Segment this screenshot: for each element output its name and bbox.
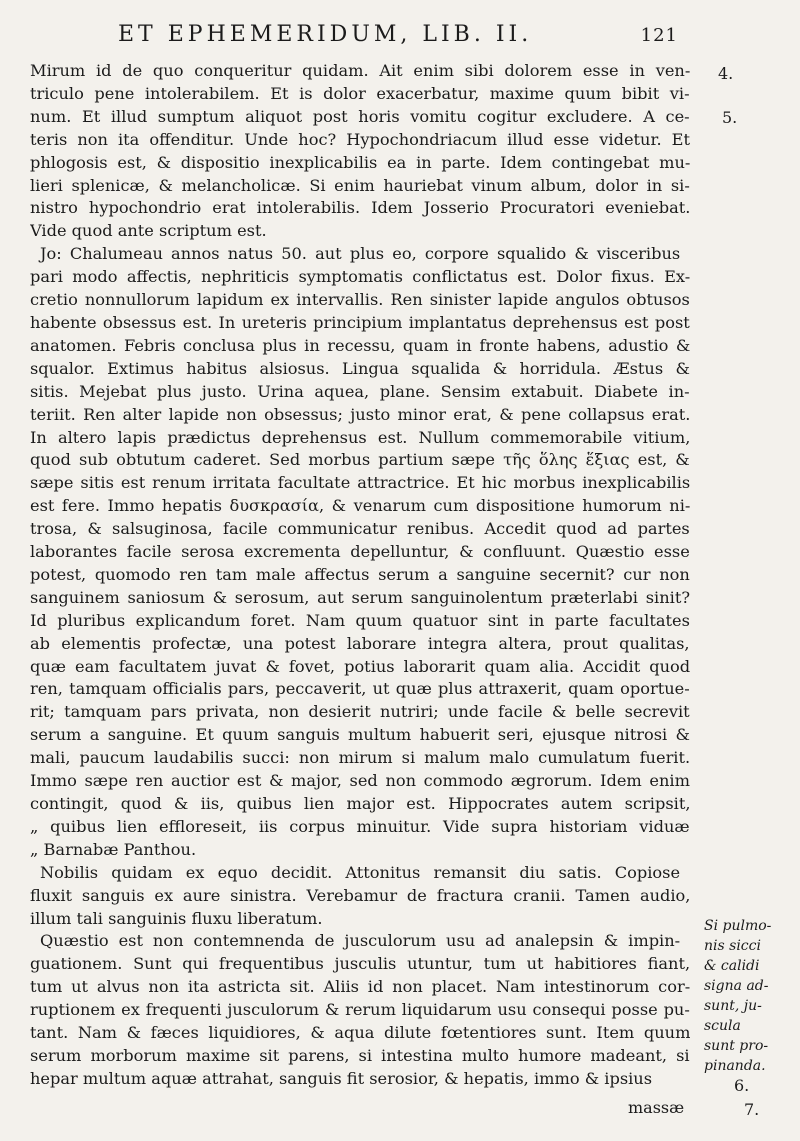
text-line: teriit. Ren alter lapide non obsessus; justo minor erat, & pene collapsus erat. [30,404,690,424]
running-header [118,22,678,47]
text-line: Quæstio est non contemnenda de jusculorum usu ad analepsin & impin- [40,931,681,951]
margin-note-line: signa ad- [704,978,769,994]
paragraph [30,930,690,1090]
main-text [30,60,690,1091]
text-line: In altero lapis prædictus deprehensus est. Nullum commemorabile vitium, [30,427,690,447]
text-line: nistro hypochondrio erat intolerabilis. Idem Josserio Procuratori eveniebat. [30,198,690,218]
text-line: serum morborum maxime sit parens, si intestina multo humore madeant, si [30,1045,690,1065]
catchword: massæ [628,1098,685,1117]
text-line: squalor. Extimus habitus alsiosus. Lingua squalida & horridula. Æstus & [30,358,690,378]
text-line: rit; tamquam pars privata, non desierit nutriri; unde facile & belle secrevit [30,702,690,722]
text-line: num. Et illud sumptum aliquot post horis vomitu cogitur excludere. A ce- [30,106,690,126]
text-line: Id pluribus explicandum foret. Nam quum quatuor sint in parte facultates [30,610,690,630]
margin-note [704,916,796,1076]
text-line: sæpe sitis est renum irritata facultate attractrice. Et hic morbus inexplicabilis [30,473,690,493]
paragraph [30,60,690,243]
margin-number: 5. [722,108,738,127]
paragraph [30,862,690,931]
margin-note-line: & calidi [704,958,760,974]
running-title: ET EPHEMERIDUM, LIB. II. [118,22,533,47]
margin-note-line: pinanda. [704,1058,766,1074]
margin-number: 6. [734,1076,750,1095]
text-line: quæ eam facultatem juvat & fovet, potius laborarit quam alia. Accidit quod [30,656,690,676]
text-line: habente obsessus est. In ureteris principium implantatus deprehensus est post [30,312,690,332]
text-line: teris non ita offenditur. Unde hoc? Hypochondriacum illud esse videtur. Et [30,129,690,149]
text-line: Nobilis quidam ex equo decidit. Attonitus remansit diu satis. Copiose [40,862,681,882]
text-line: fluxit sanguis ex aure sinistra. Verebamur de fractura cranii. Tamen audio, [30,885,690,905]
text-line: ruptionem ex frequenti jusculorum & rerum liquidarum usu consequi posse pu- [30,1000,690,1020]
text-line: tum ut alvus non ita astricta sit. Aliis id non placet. Nam intestinorum cor- [30,977,690,997]
text-line: Vide quod ante scriptum est. [30,221,267,241]
text-line: sanguinem saniosum & serosum, aut serum sanguinolentum præterlabi sinit? [30,587,690,607]
text-line: sitis. Mejebat plus justo. Urina aquea, plane. Sensim extabuit. Diabete in- [30,381,690,401]
text-line: Jo: Chalumeau annos natus 50. aut plus eo, corpore squalido & visceribus [40,244,681,264]
text-line: est fere. Immo hepatis δυσκρασία, & venarum cum dispositione humorum ni- [30,496,690,516]
text-line: Mirum id de quo conqueritur quidam. Ait enim sibi dolorem esse in ven- [30,61,690,80]
page-number: 121 [640,25,678,46]
text-line: guationem. Sunt qui frequentibus jusculis utuntur, tum ut habitiores fiant, [30,954,690,974]
margin-number: 7. [744,1100,760,1119]
margin-number: 4. [718,64,734,83]
margin-note-line: sunt, ju- [704,998,762,1014]
text-line: tant. Nam & fæces liquidiores, & aqua dilute fœtentiores sunt. Item quum [30,1023,690,1043]
text-line: anatomen. Febris conclusa plus in recessu, quam in fronte habens, adustio & [30,335,690,355]
margin-note-line: sunt pro- [704,1038,769,1054]
text-line: laborantes facile serosa excrementa depelluntur, & confluunt. Quæstio esse [30,542,690,562]
text-line: hepar multum aquæ attrahat, sanguis fit serosior, & hepatis, immo & ipsius [30,1068,653,1088]
text-line: ab elementis profectæ, una potest laborare integra altera, prout qualitas, [30,633,690,653]
margin-note-line: Si pulmo- [704,918,772,934]
text-line: Immo sæpe ren auctior est & major, sed non commodo ægrorum. Idem enim [30,771,690,791]
text-line: cretio nonnullorum lapidum ex intervallis. Ren sinister lapide angulos obtusos [30,290,690,310]
margin-note-line: nis sicci [704,938,761,954]
paragraph [30,243,690,861]
text-line: potest, quomodo ren tam male affectus serum a sanguine secernit? cur non [30,564,690,584]
text-line: quod sub obtutum caderet. Sed morbus partium sæpe τῆς ὅλης ἕξιας est, & [30,450,690,470]
text-line: phlogosis est, & dispositio inexplicabilis ea in parte. Idem contingebat mu- [30,152,690,172]
text-line: lieri splenicæ, & melancholicæ. Si enim hauriebat vinum album, dolor in si- [30,175,690,195]
text-line: trosa, & salsuginosa, facile communicatur renibus. Accedit quod ad partes [30,519,690,539]
text-line: ren, tamquam officialis pars, peccaverit, ut quæ plus attraxerit, quam oportue- [30,679,690,699]
margin-note-line: scula [704,1018,741,1034]
text-line: pari modo affectis, nephriticis symptomatis conflictatus est. Dolor fixus. Ex- [30,267,690,287]
text-line: serum a sanguine. Et quum sanguis multum habuerit seri, ejusque nitrosi & [30,725,690,745]
text-line: „ quibus lien effloreseit, iis corpus minuitur. Vide supra historiam viduæ [30,816,690,836]
text-line: triculo pene intolerabilem. Et is dolor exacerbatur, maxime quum bibit vi- [30,83,690,103]
text-line: mali, paucum laudabilis succi: non mirum si malum malo cumulatum fuerit. [30,748,690,768]
text-line: „ Barnabæ Panthou. [30,839,197,859]
text-line: contingit, quod & iis, quibus lien major est. Hippocrates autem scripsit, [30,794,690,813]
text-line: illum tali sanguinis fluxu liberatum. [30,908,323,928]
